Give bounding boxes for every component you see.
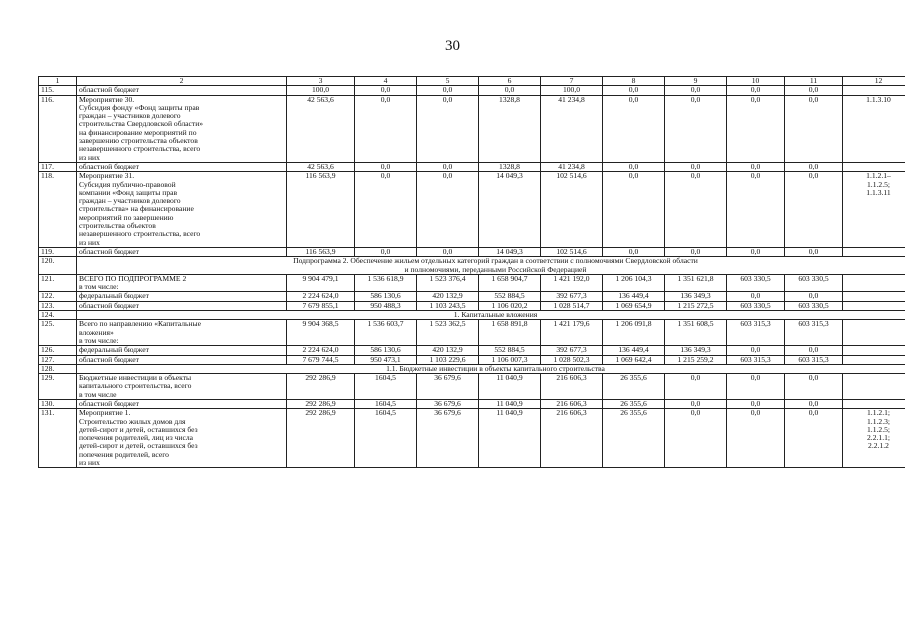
row-number: 115. (39, 86, 77, 95)
amount-cell: 0,0 (417, 172, 479, 248)
table-row (39, 320, 905, 346)
amount-cell: 292 286,9 (287, 399, 355, 408)
budget-table (38, 76, 905, 468)
row-number: 128. (39, 364, 77, 373)
table-row (39, 355, 905, 364)
row-number: 126. (39, 346, 77, 355)
amount-cell: 0,0 (417, 162, 479, 171)
amount-cell: 136 349,3 (665, 346, 727, 355)
amount-cell: 0,0 (727, 409, 785, 468)
row-number: 125. (39, 320, 77, 346)
row-number: 119. (39, 247, 77, 256)
amount-cell: 552 884,5 (479, 346, 541, 355)
amount-cell: 586 130,6 (355, 292, 417, 301)
amount-cell: 7 679 855,1 (287, 301, 355, 310)
amount-cell: 100,0 (541, 86, 603, 95)
row-number: 123. (39, 301, 77, 310)
amount-cell: 0,0 (665, 162, 727, 171)
amount-cell: 420 132,9 (417, 292, 479, 301)
amount-cell: 292 286,9 (287, 409, 355, 468)
target-indicator-cell (843, 292, 905, 301)
amount-cell: 9 904 479,1 (287, 274, 355, 292)
amount-cell: 7 679 744,5 (287, 355, 355, 364)
amount-cell: 26 355,6 (603, 409, 665, 468)
amount-cell: 0,0 (785, 374, 843, 400)
column-header: 3 (287, 77, 355, 86)
amount-cell: 0,0 (665, 409, 727, 468)
amount-cell: 1 069 642,4 (603, 355, 665, 364)
section-title: 1.1. Бюджетные инвестиции в объекты капитального строительства (77, 364, 905, 373)
amount-cell: 603 330,5 (785, 274, 843, 292)
table-row (39, 292, 905, 301)
column-header: 2 (77, 77, 287, 86)
amount-cell: 292 286,9 (287, 374, 355, 400)
row-description: Мероприятие 1. Строительство жилых домов для детей-сирот и детей, оставшихся без попечения родителей, лиц из числа детей-сирот и детей, оставшихся без попечения родителей, всего из них (77, 409, 287, 468)
amount-cell: 0,0 (665, 374, 727, 400)
amount-cell: 14 049,3 (479, 172, 541, 248)
amount-cell: 0,0 (603, 172, 665, 248)
amount-cell: 0,0 (665, 172, 727, 248)
amount-cell: 0,0 (417, 247, 479, 256)
table-row (39, 374, 905, 400)
amount-cell: 1 351 608,5 (665, 320, 727, 346)
amount-cell: 420 132,9 (417, 346, 479, 355)
table-row (39, 274, 905, 292)
amount-cell: 41 234,8 (541, 95, 603, 162)
column-header: 11 (785, 77, 843, 86)
table-row (39, 247, 905, 256)
amount-cell: 41 234,8 (541, 162, 603, 171)
target-indicator-cell (843, 86, 905, 95)
row-number: 118. (39, 172, 77, 248)
amount-cell: 0,0 (479, 86, 541, 95)
amount-cell: 1 106 007,3 (479, 355, 541, 364)
amount-cell: 0,0 (603, 162, 665, 171)
row-number: 117. (39, 162, 77, 171)
amount-cell: 0,0 (785, 95, 843, 162)
table-row (39, 95, 905, 162)
target-indicator-cell (843, 346, 905, 355)
amount-cell: 136 449,4 (603, 346, 665, 355)
amount-cell: 216 606,3 (541, 409, 603, 468)
amount-cell: 0,0 (785, 292, 843, 301)
amount-cell: 1 658 904,7 (479, 274, 541, 292)
amount-cell: 1 028 514,7 (541, 301, 603, 310)
amount-cell: 11 040,9 (479, 374, 541, 400)
amount-cell: 0,0 (355, 247, 417, 256)
row-number: 131. (39, 409, 77, 468)
target-indicator-cell (843, 274, 905, 292)
amount-cell: 26 355,6 (603, 374, 665, 400)
table-row (39, 172, 905, 248)
amount-cell: 0,0 (603, 86, 665, 95)
amount-cell: 0,0 (417, 95, 479, 162)
row-description: областной бюджет (77, 162, 287, 171)
column-header: 10 (727, 77, 785, 86)
section-row (39, 311, 905, 320)
amount-cell: 0,0 (727, 162, 785, 171)
amount-cell: 392 677,3 (541, 292, 603, 301)
column-header: 6 (479, 77, 541, 86)
target-indicator-cell (843, 374, 905, 400)
table-row (39, 409, 905, 468)
amount-cell: 1 028 502,3 (541, 355, 603, 364)
amount-cell: 11 040,9 (479, 399, 541, 408)
target-indicator-cell (843, 247, 905, 256)
row-description: областной бюджет (77, 301, 287, 310)
section-row (39, 257, 905, 275)
amount-cell: 0,0 (727, 95, 785, 162)
target-indicator-cell (843, 162, 905, 171)
amount-cell: 603 330,5 (785, 301, 843, 310)
amount-cell: 1 536 618,9 (355, 274, 417, 292)
amount-cell: 1 106 020,2 (479, 301, 541, 310)
amount-cell: 26 355,6 (603, 399, 665, 408)
table-row (39, 86, 905, 95)
amount-cell: 216 606,3 (541, 399, 603, 408)
row-description: федеральный бюджет (77, 292, 287, 301)
amount-cell: 0,0 (785, 399, 843, 408)
amount-cell: 0,0 (355, 95, 417, 162)
amount-cell: 1 523 362,5 (417, 320, 479, 346)
amount-cell: 0,0 (665, 247, 727, 256)
column-header: 9 (665, 77, 727, 86)
amount-cell: 0,0 (785, 247, 843, 256)
row-description: федеральный бюджет (77, 346, 287, 355)
amount-cell: 1 658 891,8 (479, 320, 541, 346)
amount-cell: 1604,5 (355, 399, 417, 408)
row-description: ВСЕГО ПО ПОДПРОГРАММЕ 2 в том числе: (77, 274, 287, 292)
amount-cell: 1 421 179,6 (541, 320, 603, 346)
amount-cell: 102 514,6 (541, 172, 603, 248)
amount-cell: 0,0 (355, 172, 417, 248)
amount-cell: 2 224 624,0 (287, 346, 355, 355)
column-header: 5 (417, 77, 479, 86)
page-number: 30 (445, 38, 460, 54)
target-indicator-cell (843, 301, 905, 310)
amount-cell: 116 563,9 (287, 172, 355, 248)
amount-cell: 1 215 272,5 (665, 301, 727, 310)
amount-cell: 1 536 603,7 (355, 320, 417, 346)
amount-cell: 0,0 (727, 86, 785, 95)
column-header: 7 (541, 77, 603, 86)
row-description: областной бюджет (77, 399, 287, 408)
amount-cell: 100,0 (287, 86, 355, 95)
amount-cell: 11 040,9 (479, 409, 541, 468)
amount-cell: 1604,5 (355, 374, 417, 400)
amount-cell: 1 103 243,5 (417, 301, 479, 310)
amount-cell: 586 130,6 (355, 346, 417, 355)
amount-cell: 116 563,9 (287, 247, 355, 256)
amount-cell: 36 679,6 (417, 374, 479, 400)
amount-cell: 36 679,6 (417, 399, 479, 408)
amount-cell: 1 206 091,8 (603, 320, 665, 346)
amount-cell: 0,0 (727, 292, 785, 301)
amount-cell: 603 315,3 (785, 355, 843, 364)
row-number: 116. (39, 95, 77, 162)
amount-cell: 392 677,3 (541, 346, 603, 355)
amount-cell: 0,0 (785, 86, 843, 95)
row-number: 130. (39, 399, 77, 408)
section-row (39, 364, 905, 373)
amount-cell: 0,0 (603, 247, 665, 256)
amount-cell: 1 215 259,2 (665, 355, 727, 364)
amount-cell: 0,0 (665, 95, 727, 162)
amount-cell: 0,0 (355, 162, 417, 171)
row-number: 122. (39, 292, 77, 301)
target-indicator-cell: 1.1.3.10 (843, 95, 905, 162)
target-indicator-cell (843, 355, 905, 364)
amount-cell: 950 473,1 (355, 355, 417, 364)
amount-cell: 950 488,3 (355, 301, 417, 310)
amount-cell: 14 049,3 (479, 247, 541, 256)
target-indicator-cell (843, 399, 905, 408)
column-header: 4 (355, 77, 417, 86)
target-indicator-cell: 1.1.2.1; 1.1.2.3; 1.1.2.5; 2.2.1.1; 2.2.1.2 (843, 409, 905, 468)
row-description: Бюджетные инвестиции в объекты капитального строительства, всего в том числе (77, 374, 287, 400)
amount-cell: 1 421 192,0 (541, 274, 603, 292)
amount-cell: 0,0 (785, 409, 843, 468)
amount-cell: 1 206 104,3 (603, 274, 665, 292)
column-header: 12 (843, 77, 905, 86)
amount-cell: 1 523 376,4 (417, 274, 479, 292)
amount-cell: 9 904 368,5 (287, 320, 355, 346)
amount-cell: 1328,8 (479, 95, 541, 162)
row-description: Мероприятие 30. Субсидия фонду «Фонд защиты прав граждан – участников долевого строительства Свердловской области» на финансирование мероприятий по завершению строительства объектов незавершенного строительства, всего из них (77, 95, 287, 162)
amount-cell: 136 349,3 (665, 292, 727, 301)
amount-cell: 36 679,6 (417, 409, 479, 468)
row-description: Мероприятие 31. Субсидия публично-правовой компании «Фонд защиты прав граждан – участников долевого строительства» на финансирование мероприятий по завершению строительства объектов незавершенного строительства, всего из них (77, 172, 287, 248)
amount-cell: 603 315,3 (727, 320, 785, 346)
row-description: областной бюджет (77, 86, 287, 95)
amount-cell: 0,0 (603, 95, 665, 162)
amount-cell: 603 315,3 (785, 320, 843, 346)
amount-cell: 1 069 654,9 (603, 301, 665, 310)
row-description: областной бюджет (77, 355, 287, 364)
row-number: 121. (39, 274, 77, 292)
table-row (39, 301, 905, 310)
amount-cell: 0,0 (727, 374, 785, 400)
amount-cell: 216 606,3 (541, 374, 603, 400)
row-number: 120. (39, 257, 77, 275)
amount-cell: 102 514,6 (541, 247, 603, 256)
target-indicator-cell (843, 320, 905, 346)
section-title: 1. Капитальные вложения (77, 311, 905, 320)
row-number: 127. (39, 355, 77, 364)
amount-cell: 2 224 624,0 (287, 292, 355, 301)
table-row (39, 346, 905, 355)
amount-cell: 0,0 (417, 86, 479, 95)
amount-cell: 0,0 (355, 86, 417, 95)
amount-cell: 136 449,4 (603, 292, 665, 301)
column-header: 1 (39, 77, 77, 86)
column-header: 8 (603, 77, 665, 86)
amount-cell: 42 563,6 (287, 162, 355, 171)
section-title: Подпрограмма 2. Обеспечение жильем отдельных категорий граждан в соответствии с полномочиями Свердловской области и полномочиями, переданными Российской Федерацией (77, 257, 905, 275)
amount-cell: 1 103 229,6 (417, 355, 479, 364)
amount-cell: 603 330,5 (727, 274, 785, 292)
table-row (39, 162, 905, 171)
amount-cell: 0,0 (785, 162, 843, 171)
table-row (39, 399, 905, 408)
row-description: Всего по направлению «Капитальные вложения» в том числе: (77, 320, 287, 346)
amount-cell: 0,0 (727, 172, 785, 248)
row-number: 124. (39, 311, 77, 320)
amount-cell: 0,0 (785, 346, 843, 355)
amount-cell: 1328,8 (479, 162, 541, 171)
row-number: 129. (39, 374, 77, 400)
amount-cell: 603 330,5 (727, 301, 785, 310)
amount-cell: 0,0 (785, 172, 843, 248)
row-description: областной бюджет (77, 247, 287, 256)
table-header-row (39, 77, 905, 86)
amount-cell: 552 884,5 (479, 292, 541, 301)
amount-cell: 0,0 (665, 399, 727, 408)
amount-cell: 0,0 (727, 346, 785, 355)
target-indicator-cell: 1.1.2.1– 1.1.2.5; 1.1.3.11 (843, 172, 905, 248)
amount-cell: 0,0 (665, 86, 727, 95)
amount-cell: 1604,5 (355, 409, 417, 468)
amount-cell: 42 563,6 (287, 95, 355, 162)
amount-cell: 0,0 (727, 247, 785, 256)
amount-cell: 1 351 621,8 (665, 274, 727, 292)
amount-cell: 603 315,3 (727, 355, 785, 364)
amount-cell: 0,0 (727, 399, 785, 408)
